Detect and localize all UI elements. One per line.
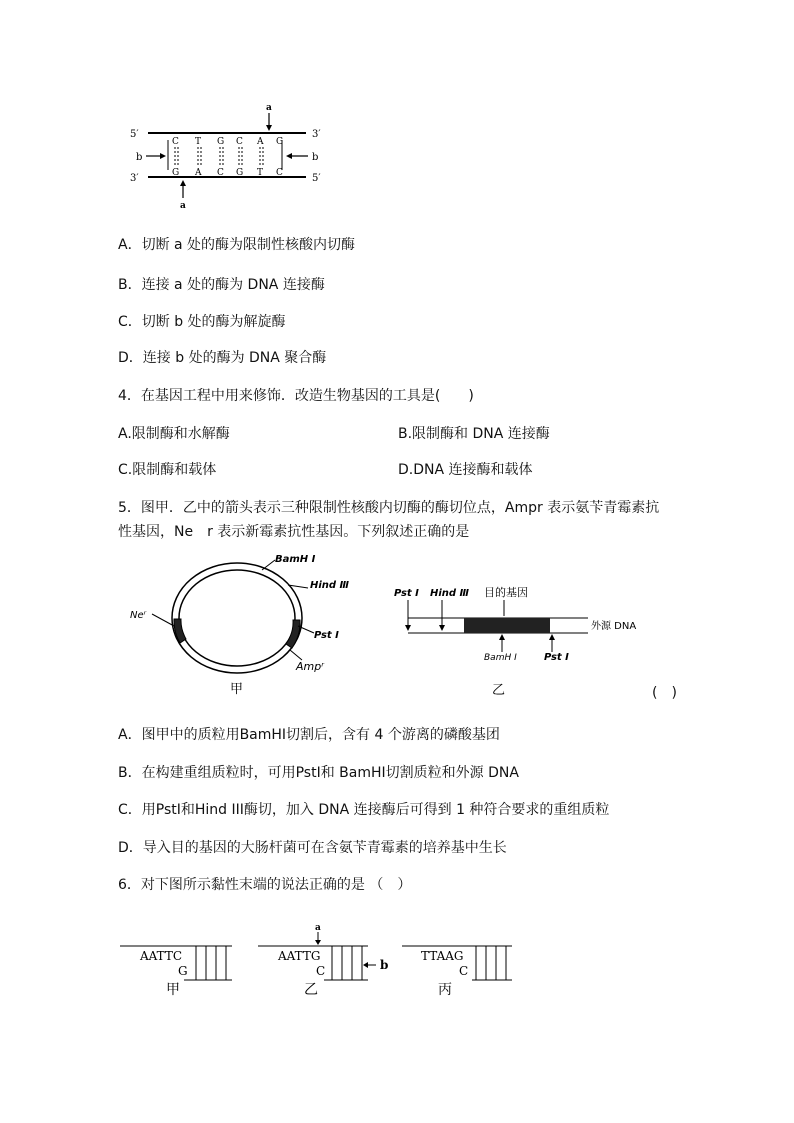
- end-yi-label-a: a: [315, 923, 321, 933]
- top-base: G: [217, 137, 225, 147]
- plasmid-ner-label: Neʳ: [130, 610, 147, 621]
- q4-option-d: D.DNA 连接酶和载体: [398, 462, 533, 478]
- sticky-ends-figure: [118, 918, 538, 1000]
- end-bing-top: TTAAG: [421, 949, 464, 963]
- target-gene-block: [464, 618, 550, 633]
- arrowhead-icon: [180, 180, 186, 186]
- top-base: C: [236, 137, 243, 147]
- plasmid-pst-label: Pst Ⅰ: [314, 630, 339, 641]
- foreign-hind-label: Hind Ⅲ: [430, 588, 470, 599]
- end-bing-caption: 丙: [438, 982, 452, 998]
- arrowhead-icon: [160, 153, 166, 159]
- plasmid-hind-label: Hind Ⅲ: [310, 580, 350, 591]
- ner-pointer: [152, 614, 174, 626]
- label-b-left: b: [136, 152, 143, 163]
- bottom-base: T: [257, 168, 264, 178]
- end-yi-caption: 乙: [304, 982, 318, 998]
- arrowhead-icon: [363, 962, 368, 968]
- foreign-dna-figure: [392, 578, 652, 698]
- q3-option-b: B．连接 a 处的酶为 DNA 连接酶: [118, 277, 325, 293]
- end-jia-caption: 甲: [166, 982, 180, 998]
- plasmid-caption: 甲: [230, 682, 244, 697]
- plasmid-figure: [120, 548, 380, 698]
- plasmid-ampr-label: Ampʳ: [296, 660, 325, 673]
- top-base: A: [257, 137, 264, 147]
- foreign-pst-label: Pst Ⅰ: [394, 588, 419, 599]
- top-base: G: [276, 137, 284, 147]
- top-base: C: [172, 137, 179, 147]
- arrowhead-icon: [286, 153, 292, 159]
- arrowhead-icon: [315, 940, 321, 945]
- top-5prime: 5′: [130, 129, 139, 140]
- end-jia-bottom: G: [178, 964, 188, 978]
- ner-gene-block: [174, 619, 186, 643]
- plasmid-inner-ring: [179, 570, 295, 666]
- q5-stem-line2: 性基因，Ne r 表示新霉素抗性基因。下列叙述正确的是: [118, 524, 470, 540]
- bottom-3prime: 3′: [130, 173, 139, 184]
- q4-option-a: A.限制酶和水解酶: [118, 426, 230, 442]
- q5-answer-paren: ( ): [652, 685, 677, 701]
- bottom-base: G: [236, 168, 244, 178]
- plasmid-bamhi-label: BamH Ⅰ: [275, 554, 316, 565]
- bottom-base: A: [195, 168, 202, 178]
- end-yi-bottom: C: [316, 964, 326, 978]
- arrowhead-icon: [439, 625, 445, 631]
- arrowhead-icon: [549, 634, 555, 640]
- bottom-base: C: [276, 168, 283, 178]
- label-b-right: b: [312, 152, 319, 163]
- bottom-base: G: [172, 168, 180, 178]
- end-yi-label-b: b: [380, 958, 389, 972]
- foreign-dna-label: 外源 DNA: [591, 621, 637, 632]
- end-yi-top: AATTG: [278, 949, 321, 963]
- foreign-bamhi-label: BamH Ⅰ: [484, 653, 517, 663]
- ampr-pointer: [290, 650, 302, 660]
- dna-strand-figure: [120, 98, 340, 210]
- q5-option-c: C．用PstⅠ和Hind III酶切，加入 DNA 连接酶后可得到 1 种符合要求的重组质粒: [118, 802, 610, 818]
- q5-option-b: B．在构建重组质粒时，可用PstⅠ和 BamHⅠ切割质粒和外源 DNA: [118, 765, 519, 781]
- bottom-5prime: 5′: [312, 173, 321, 184]
- top-base: T: [195, 137, 202, 147]
- q6-stem: 6．对下图所示黏性末端的说法正确的是 （ ）: [118, 877, 412, 893]
- top-3prime: 3′: [312, 129, 321, 140]
- q3-option-a: A．切断 a 处的酶为限制性核酸内切酶: [118, 237, 356, 253]
- q4-option-b: B.限制酶和 DNA 连接酶: [398, 426, 550, 442]
- arrowhead-icon: [499, 634, 505, 640]
- arrowhead-icon: [266, 125, 272, 131]
- hydrogen-bonds: [175, 147, 263, 166]
- q5-option-a: A．图甲中的质粒用BamHⅠ切割后，含有 4 个游离的磷酸基团: [118, 727, 500, 743]
- q4-stem: 4．在基因工程中用来修饰．改造生物基因的工具是( ): [118, 388, 474, 404]
- foreign-caption: 乙: [492, 683, 506, 698]
- end-jia-top: AATTC: [140, 949, 183, 963]
- bottom-base: C: [217, 168, 224, 178]
- end-bing-bottom: C: [459, 964, 469, 978]
- q4-option-c: C.限制酶和载体: [118, 462, 217, 478]
- arrowhead-icon: [405, 625, 411, 631]
- plasmid-outer-ring: [172, 563, 302, 673]
- bamhi-pointer: [262, 560, 275, 570]
- q5-stem-line1: 5．图甲．乙中的箭头表示三种限制性核酸内切酶的酶切位点，Ampr 表示氨苄青霉素抗: [118, 500, 660, 516]
- ampr-gene-block: [286, 620, 300, 648]
- label-a-top: a: [266, 103, 272, 113]
- q5-option-d: D．导入目的基因的大肠杆菌可在含氨苄青霉素的培养基中生长: [118, 840, 507, 856]
- q3-option-c: C．切断 b 处的酶为解旋酶: [118, 314, 286, 330]
- foreign-pst2-label: Pst Ⅰ: [544, 652, 569, 663]
- target-gene-label: 目的基因: [484, 586, 528, 599]
- q3-option-d: D．连接 b 处的酶为 DNA 聚合酶: [118, 350, 327, 366]
- label-a-bottom: a: [180, 201, 186, 210]
